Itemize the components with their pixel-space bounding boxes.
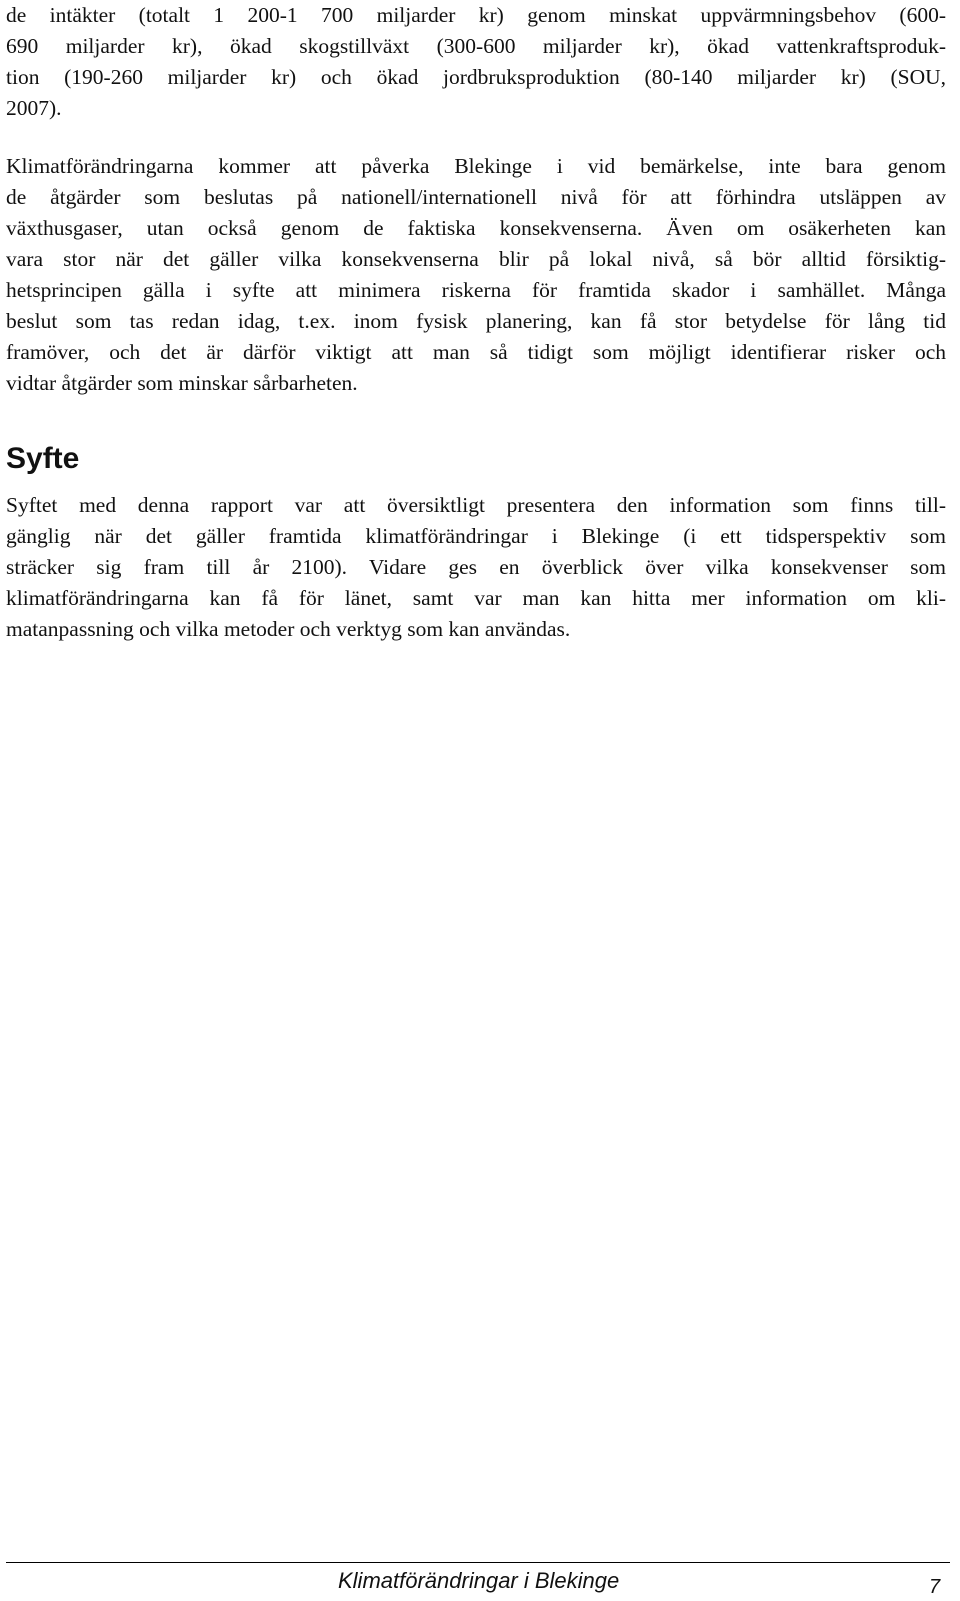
footer-title: Klimatförändringar i Blekinge bbox=[338, 1568, 620, 1593]
text-line: 2007). bbox=[6, 96, 62, 120]
paragraph-klimatforandringarna bbox=[6, 151, 946, 399]
section-heading: Syfte bbox=[6, 442, 80, 475]
text-line: de intäkter (totalt 1 200-1 700 miljarder kr) genom minskat uppvärmningsbehov (600- bbox=[6, 3, 946, 27]
text-line: Syftet med denna rapport var att översiktligt presentera den information som finns till- bbox=[6, 493, 946, 517]
text-line: sträcker sig fram till år 2100). Vidare ges en överblick över vilka konsekvenser som bbox=[6, 555, 946, 579]
text-line: framöver, och det är därför viktigt att man så tidigt som möjligt identifierar risker och bbox=[6, 340, 946, 364]
text-line: gänglig när det gäller framtida klimatförändringar i Blekinge (i ett tidsperspektiv som bbox=[6, 524, 946, 548]
text-line: Klimatförändringarna kommer att påverka Blekinge i vid bemärkelse, inte bara genom bbox=[6, 154, 946, 178]
text-line: tion (190-260 miljarder kr) och ökad jordbruksproduktion (80-140 miljarder kr) (SOU, bbox=[6, 65, 946, 89]
text-line: klimatförändringarna kan få för länet, samt var man kan hitta mer information om kli- bbox=[6, 586, 946, 610]
text-line: hetsprincipen gälla i syfte att minimera riskerna för framtida skador i samhället. Många bbox=[6, 278, 946, 302]
text-line: matanpassning och vilka metoder och verktyg som kan användas. bbox=[6, 617, 571, 641]
page-number: 7 bbox=[929, 1576, 941, 1598]
text-line: 690 miljarder kr), ökad skogstillväxt (300-600 miljarder kr), ökad vattenkraftsproduk- bbox=[6, 34, 946, 58]
paragraph-syftet bbox=[6, 490, 946, 645]
footer-divider bbox=[6, 1562, 950, 1563]
text-line: vara stor när det gäller vilka konsekvenserna blir på lokal nivå, så bör alltid försiktig- bbox=[6, 247, 946, 271]
text-line: de åtgärder som beslutas på nationell/internationell nivå för att förhindra utsläppen av bbox=[6, 185, 946, 209]
text-line: vidtar åtgärder som minskar sårbarheten. bbox=[6, 371, 358, 395]
text-line: beslut som tas redan idag, t.ex. inom fysisk planering, kan få stor betydelse för lång tid bbox=[6, 309, 946, 333]
paragraph-intakter bbox=[6, 0, 946, 124]
text-line: växthusgaser, utan också genom de faktiska konsekvenserna. Även om osäkerheten kan bbox=[6, 216, 946, 240]
